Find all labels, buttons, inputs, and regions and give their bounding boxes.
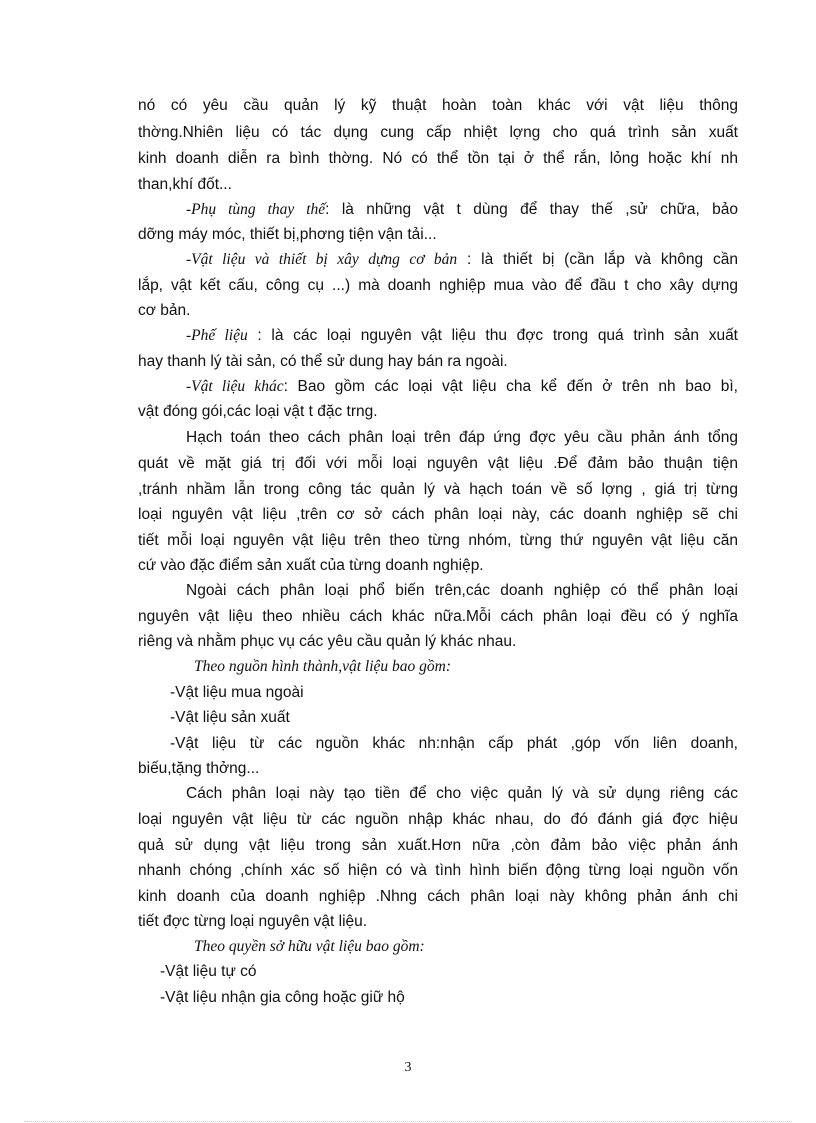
page-divider bbox=[24, 1121, 792, 1122]
list-item: -Vật liệu tự có bbox=[160, 963, 257, 980]
text-line: Cách phân loại này tạo tiền để cho việc quản lý và sử dụng riêng các bbox=[186, 785, 738, 802]
text-line: dỡng máy móc, thiết bị,phơng tiện vận tải... bbox=[138, 226, 437, 243]
text-line: quát về mặt giá trị đối với mỗi loại nguyên vật liệu .Để đảm bảo thuận tiện bbox=[138, 455, 738, 472]
text-line: quả sử dụng vật liệu trong sản xuất.Hơn nữa ,còn đảm bảo việc phản ánh bbox=[138, 837, 738, 854]
text-line: hay thanh lý tài sản, có thể sử dung hay bán ra ngoài. bbox=[138, 353, 508, 370]
text-line: cơ bản. bbox=[138, 302, 191, 319]
text-line: -Phế liệu : là các loại nguyên vật liệu thu đợc trong quá trình sản xuất bbox=[186, 327, 738, 344]
text-line: Ngoài cách phân loại phổ biến trên,các doanh nghiệp có thể phân loại bbox=[186, 582, 738, 599]
text-line: ,tránh nhầm lẫn trong công tác quản lý và hạch toán về số lợng , giá trị từng bbox=[138, 481, 738, 498]
text-line: lắp, vật kết cấu, công cụ ...) mà doanh nghiệp mua vào để đầu t cho xây dựng bbox=[138, 277, 738, 294]
section-heading: Theo nguồn hình thành,vật liệu bao gồm: bbox=[194, 658, 452, 675]
list-item: -Vật liệu sản xuất bbox=[170, 709, 290, 726]
list-item: -Vật liệu mua ngoài bbox=[170, 684, 304, 701]
text-line: biếu,tặng thởng... bbox=[138, 760, 260, 777]
text-line: kinh doanh diễn ra bình thờng. Nó có thể tồn tại ở thể rắn, lỏng hoặc khí nh bbox=[138, 150, 738, 167]
text-line: vật đóng gói,các loại vật t đặc trng. bbox=[138, 403, 378, 420]
text-line: than,khí đốt... bbox=[138, 176, 232, 193]
text-line: -Vật liệu khác: Bao gồm các loại vật liệu cha kể đến ở trên nh bao bì, bbox=[186, 378, 738, 395]
text-line: tiết mỗi loại nguyên vật liệu trên theo từng nhóm, từng thứ nguyên vật liệu căn bbox=[138, 532, 738, 549]
text-line: thờng.Nhiên liệu có tác dụng cung cấp nhiệt lợng cho quá trình sản xuất bbox=[138, 124, 738, 141]
term-label: -Phế liệu bbox=[186, 327, 248, 344]
term-label: -Vật liệu và thiết bị xây dựng cơ bản bbox=[186, 251, 458, 268]
text-line: riêng và nhằm phục vụ các yêu cầu quản lý khác nhau. bbox=[138, 633, 517, 650]
text-line: loại nguyên vật liệu từ các nguồn nhập khác nhau, do đó đánh giá đợc hiệu bbox=[138, 811, 738, 828]
text-line: cứ vào đặc điểm sản xuất của từng doanh nghiệp. bbox=[138, 557, 484, 574]
text-line: kinh doanh của doanh nghiệp .Nhng cách phân loại này không phản ánh chi bbox=[138, 888, 738, 905]
term-label: -Vật liệu khác bbox=[186, 378, 284, 395]
list-item: -Vật liệu nhận gia công hoặc giữ hộ bbox=[160, 989, 405, 1006]
text-line: nhanh chóng ,chính xác số hiện có và tình hình biến động từng loại nguồn vốn bbox=[138, 862, 738, 879]
text-line: tiết đợc từng loại nguyên vật liệu. bbox=[138, 913, 368, 930]
text-line: loại nguyên vật liệu ,trên cơ sở cách phân loại này, các doanh nghiệp sẽ chi bbox=[138, 506, 738, 523]
text-line: nguyên vật liệu theo nhiều cách khác nữa.Mỗi cách phân loại đều có ý nghĩa bbox=[138, 608, 738, 625]
text-line: Hạch toán theo cách phân loại trên đáp ứng đợc yêu cầu phản ánh tổng bbox=[186, 429, 738, 446]
text-line: -Phụ tùng thay thế: là những vật t dùng để thay thế ,sử chữa, bảo bbox=[186, 201, 738, 218]
term-label: -Phụ tùng thay thế bbox=[186, 201, 326, 218]
page-number: 3 bbox=[404, 1060, 412, 1075]
text-line: nó có yêu cầu quản lý kỹ thuật hoàn toàn khác với vật liệu thông bbox=[138, 97, 738, 114]
list-item: -Vật liệu từ các nguồn khác nh:nhận cấp phát ,góp vốn liên doanh, bbox=[170, 735, 738, 752]
text-line: -Vật liệu và thiết bị xây dựng cơ bản : là thiết bị (cần lắp và không cần bbox=[186, 251, 738, 268]
section-heading: Theo quyền sở hữu vật liệu bao gồm: bbox=[194, 938, 425, 955]
